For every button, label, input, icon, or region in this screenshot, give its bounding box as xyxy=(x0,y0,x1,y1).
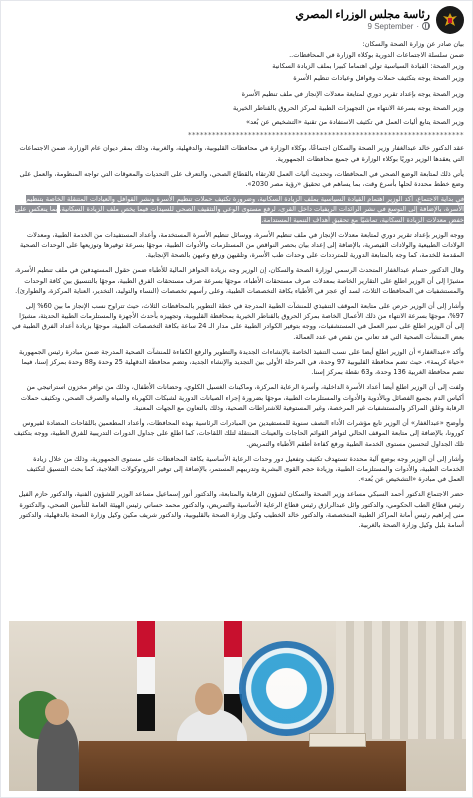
intro-line: وزير الصحة: القيادة السياسية تولي اهتماما كبيرا بملف الزيادة السكانية xyxy=(272,62,464,71)
bullet-line: وزير الصحة يوجه بإعداد تقرير دوري لمتابعة معدلات الإنجاز في ملف تنظيم الأسرة xyxy=(241,89,464,98)
intro-line: بيان صادر عن وزارة الصحة والسكان: xyxy=(362,40,464,48)
photo-person-head xyxy=(45,699,69,725)
post-date[interactable]: 9 September xyxy=(367,21,414,31)
paragraph xyxy=(9,347,464,378)
paragraph xyxy=(9,230,464,261)
paragraph-text: وأوضح «عبدالغفار» أن الوزير تابع مؤشرات الأداء النصف سنوية للمستفيدين من المبادرات الرئاسية بهذه المحافظات، وأعداد المطعمين باللقاحات المضادة لفيروس كورونا، بالإضافة إلى متابعة الموقف الحالي لتوافر القوائم الحاجات والعينات المنتقلة لتلك اللقاحات، كما اطلع على جداول الدورات التدريبية للفرق الطبية، ووجه بتكثيف تلك الجداول لتحسين مستوى الخدمة الطبية ورفع كفاءة أطقم الأطباء والتمريض. xyxy=(13,419,464,448)
dot-separator: · xyxy=(416,21,419,31)
page-avatar[interactable] xyxy=(436,6,464,34)
page-name-link[interactable]: رئاسة مجلس الوزراء المصري xyxy=(295,9,430,22)
paragraph-text: عقد الدكتور خالد عبدالغفار وزير الصحة والسكان اجتماعًا، بوكلاء الوزارة في محافظات القليوبية، والدقهلية، والغربية، وذلك بمقر ديوان عام الوزارة، ضمن الاجتماعات التي يعقدها الوزير دوريًا بوكلاء الوزارة في جميع محافظات الجمهورية. xyxy=(19,144,464,163)
paragraph-text: وقال الدكتور حسام عبدالغفار المتحدث الرسمي لوزارة الصحة والسكان، إن الوزير وجه بزيادة الحوافز المالية للأطباء ضمن حقول المستهدفين في ملف تنظيم الأسرة، مشيرًا إلى أن الوزير اطلع على التقارير الخاصة بمعدلات صرف مستحقات الأطباء، موجهًا بسرعة صرف مستحقات الفرق الطبية، موجهًا بالتنسيق بين كافة الوحدات والمستشفيات في المحافظات الثلاث، لسد أي عجز في الأطباء بكافة التخصصات الطبية، وعلى رأسهم تخصصات (النساء والتوليد، التخدير، العناية المركزة، والطوارئ). xyxy=(14,266,464,295)
photo-desk xyxy=(79,741,406,791)
paragraph xyxy=(9,143,464,163)
egypt-flag xyxy=(137,621,155,731)
highlighted-text: في بداية الاجتماع، أكد الوزير اهتمام القيادة السياسية بملف الزيادة السكانية، وضرورة تكثيف حملات تنظيم الأسرة ونشر القوافل والعيادات المتنقلة الخاصة بتنظيم الأسرة، بالإضافة إلى التوسع في نشر الرائدات الريفيات داخل القرى، لرفع مستوى الوعي والتثقيف الصحي للسيدات فيما يخص ملف الزيادة السكانية، xyxy=(26,195,464,214)
intro-line: وزير الصحة يوجه بتكثيف حملات وقوافل وعيادات تنظيم الأسرة xyxy=(293,73,464,82)
bullet-block xyxy=(9,89,464,128)
post-date-row xyxy=(295,22,430,31)
eagle-emblem-icon xyxy=(440,10,460,30)
paragraph-text: يأتي ذلك لمتابعة الوضع الصحي في المحافظات، وتحديث أليات العمل للارتقاء بالقطاع الصحي، والتعرف على التحديات والمعوقات التي تواجه المنظومة، والعمل على وضع خطط محددة لحلها بأسرع وقت، بما يساهم في تحقيق «رؤية مصر 2030». xyxy=(19,169,464,189)
post-meta xyxy=(295,9,430,31)
paragraph-text: حضر الاجتماع الدكتور أحمد السبكي مساعد وزير الصحة والسكان لشؤون الرقابة والمتابعة، والدكتور أنور إسماعيل مساعد الوزير للشؤون الفنية، والدكتور حازم الفيل رئيس قطاع الطب الحكومي، والدكتور وائل عبدالرازق رئيس قطاع الرعاية الأساسية والتمريض، والدكتور محمد حساني رئيس الهيئة العامة للتأمين الصحي، والدكتورة منى إبراهيم رئيس أمانة المراكز الطبية المتخصصة، والدكتور خالد الخطيب وكيل وزارة الصحة بالقليوبية، والدكتور شريف مكين وكيل وزارة الصحة بالدقهلية، والدكتور أسامة بلبل وكيل وزارة الصحة بالغربية. xyxy=(18,490,464,529)
paragraph xyxy=(9,489,464,530)
paragraph-text: وأشار إلى أن الوزير حرص على متابعة الموقف التنفيذي للمنشآت الطبية المدرجة في خطة التطوير بالمحافظات الثلاث، حيث تتراوح نسب الإنجاز ما بين 60% إلى 97%، موجهًا بسرعة الانتهاء من ذلك الأعمال الخاصة بمركز الحروق بالقناطر الخيرية بمحافظة القليوبية، وتجهيزه بأحدث الأجهزة والمستلزمات الطبية الحديثة، مشيرًا إلى أن الوزير اطلع على سير العمل في المستشفيات، ووجه بتوفير الكوادر الطبية على مدار الـ 24 ساعة بكافة التخصصات الطبية، موجهًا بزيادة أعداد الفرق الطبية في بعض المنشآت الصحية التي قد تعاني من نقص في عدد العمالة. xyxy=(12,302,464,341)
bullet-line: وزير الصحة يتابع أليات العمل في تكثيف الاستفادة من تقنية «التشخيص عن بُعد» xyxy=(246,118,464,127)
post-header xyxy=(1,1,472,39)
bullet-line: وزير الصحة يوجه بسرعة الانتهاء من التجهيزات الطبية لمركز الحروق بالقناطر الخيرية xyxy=(232,104,464,113)
intro-block xyxy=(9,39,464,83)
globe-icon xyxy=(422,22,430,30)
paragraph xyxy=(9,169,464,189)
photo-curtain xyxy=(336,621,466,739)
paragraph-text: ووجه الوزير بإعداد تقرير دوري لمتابعة معدلات الإنجاز في ملف تنظيم الأسرة، ووسائل تنظيم الأسرة المستخدمة، وأعداد المستفيدات من الخدمة الطبية، ومعدلات الولادات الطبيعية والولادات القيصرية، بالإضافة إلى إعداد بيان بحصر النواقص من المستلزمات والأدوات الطبية، موجهًا بسرعة توفيرها وتوزيعها على الوحدات الصحية المقدمة للخدمة، كما وجه بالمتابعة الدورية للمترددات على وحدات طب الأسرة، وتلقيهن ورفع وعيهن بالصحة الإنجابية. xyxy=(19,230,464,260)
paragraph-text: ولفت إلى أن الوزير اطلع أيضا أعداد الأسرة الداخلية، وأسرة الرعاية المركزة، وماكينات الغسيل الكلوي، وحضانات الأطفال، وذلك من توافر مخزون استراتيجي من أكياس الدم بجميع الفصائل وبالأدوية والأدوات والمستلزمات الطبية، موجهًا بضرورة إجراء الصيانات الدورية لشبكات الكهرباء والمياه والصرف الصحي، وتكثيف حملات الرقابة وغلق المراكز والمستشفيات غير المرخصة، وغير المستوفية للاشتراطات الصحية، وذلك بالتعاون مع الجهات المعنية. xyxy=(20,383,464,412)
post-photo[interactable] xyxy=(9,621,466,791)
highlighted-text: بما ينعكس على خفض معدلات الزيادة السكانية، تماشيًا مع تحقيق أهداف التنمية المستدامة. xyxy=(14,205,464,224)
paragraph xyxy=(9,265,464,296)
paragraph xyxy=(9,194,464,225)
photo-person-head xyxy=(195,683,223,715)
paragraph xyxy=(9,454,464,485)
paragraph xyxy=(9,382,464,413)
photo-desk-tray xyxy=(309,733,366,747)
paragraph xyxy=(9,418,464,449)
paragraph-text: وأشار إلى أن الوزير وجه بوضع آلية محددة تستهدف تكثيف وتفعيل دور وحدات الرعاية الأساسية بكافة المحافظات على مستوى الجمهورية، وذلك من خلال زيادة الخدمات الطبية، والأدوات والمستلزمات الطبية، وزيادة حجم القوى البشرية وتدريبهم المستمر، بالإضافة إلى توفير البروتوكولات العلاجية، كما بحث التنسيق لتكثيف العمل في مبادرة «التشخيص عن بُعد». xyxy=(26,454,464,484)
post-body xyxy=(9,39,464,535)
paragraph xyxy=(9,301,464,342)
photo-person xyxy=(37,716,79,791)
paragraph-text: وأكد «عبدالغفار» أن الوزير اطلع أيضا على نسب التنفيذ الخاصة بالإنشاءات الجديدة والتطوير والرفع الكفاءة للمنشآت الصحية المدرجة ضمن مبادرة رئيس الجمهورية «حياة كريمة»، حيث تضم محافظة القليوبية 97 وحدة، في المرحلة الأولى بين التجديد والإنشاء الجديد، وتضم محافظة الدقهلية 25 وحدة و88 وحدة بمركز إسنا، فيما تضم محافظة الغربية 136 وحدة، و63 نقطة بمركز إسنا. xyxy=(18,347,464,377)
asterisk-separator: ********************************************************************* xyxy=(188,131,464,140)
ministry-logo-emblem xyxy=(239,641,334,736)
intro-line: ضمن سلسلة الاجتماعات الدورية بوكلاء الوزارة في المحافظات.. xyxy=(289,51,464,60)
